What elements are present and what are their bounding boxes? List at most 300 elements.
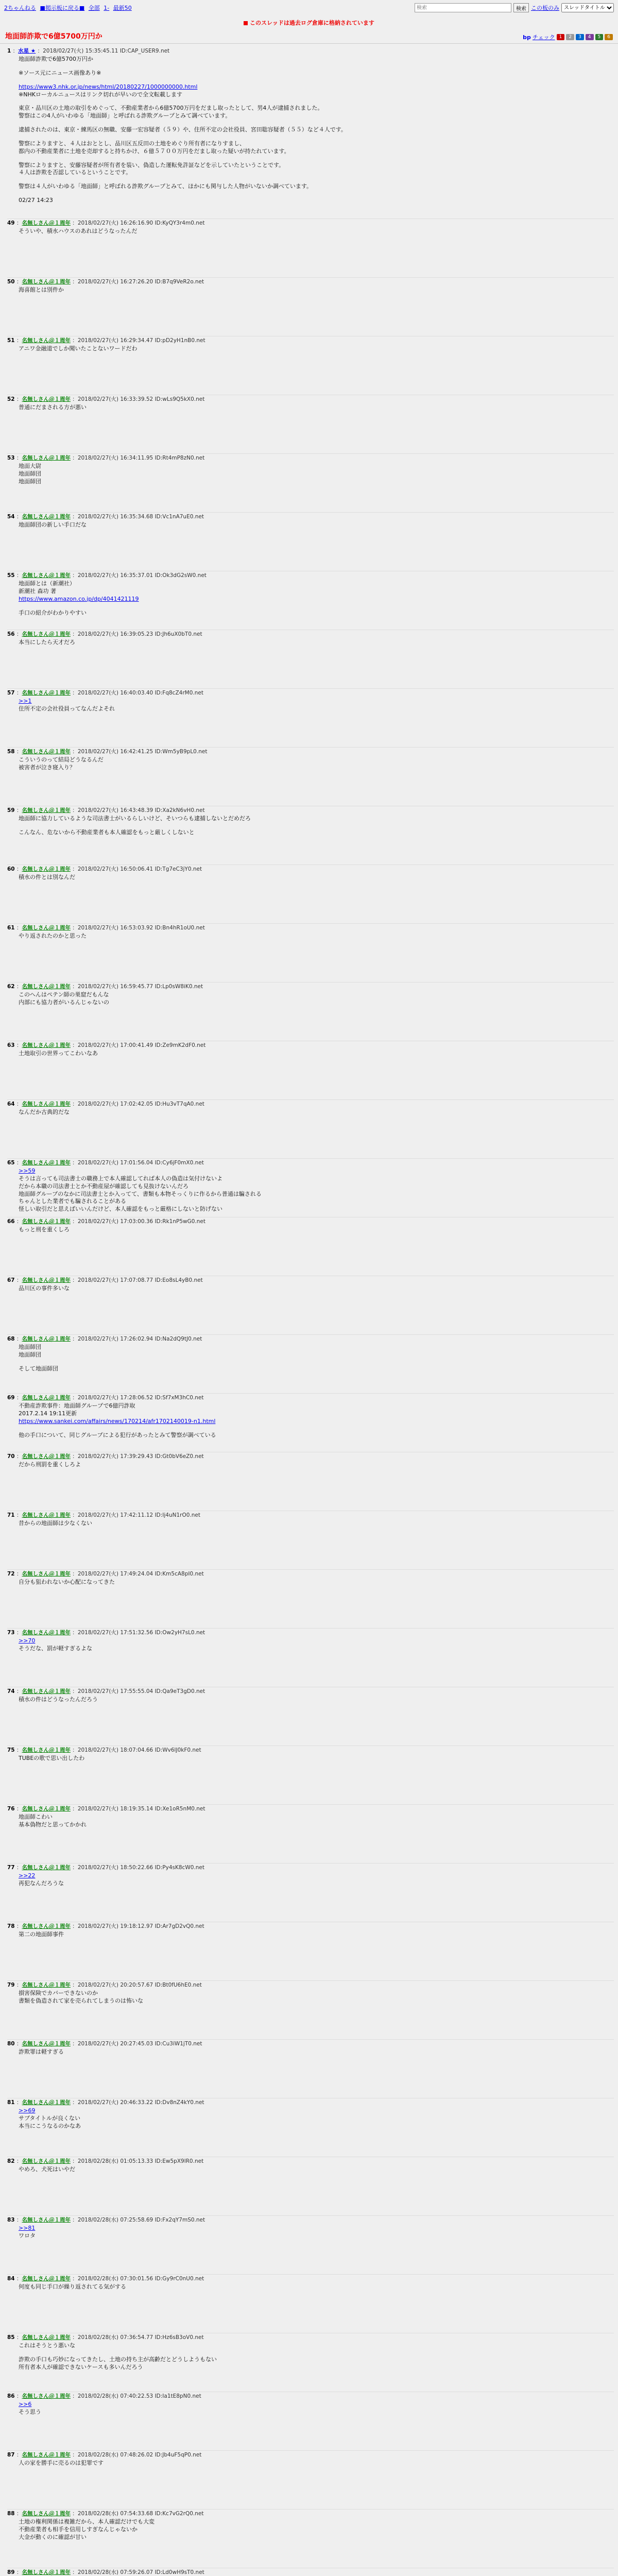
post-body: [19, 1109, 614, 1116]
post-date: 2018/02/27(火) 16:43:48.39: [77, 807, 153, 814]
post-id[interactable]: ID:Rt4mP8zN0.net: [154, 455, 205, 461]
post-link[interactable]: https://www.sankei.com/affairs/news/170214/afr1702140019-n1.html: [19, 1417, 216, 1425]
post-id[interactable]: ID:Gt0bV6eZ0.net: [154, 1453, 204, 1460]
post-id[interactable]: ID:Ze9mK2dF0.net: [154, 1042, 206, 1048]
line-gap: [19, 1426, 614, 1432]
post-text: そう思う: [19, 2408, 41, 2415]
post-number[interactable]: 51: [7, 337, 15, 344]
post-author[interactable]: 名無しさん＠１周年: [22, 984, 71, 990]
post-date: 2018/02/27(火) 19:18:12.97: [77, 1923, 153, 1929]
post-text: 自分も狙われないか心配になってきた: [19, 1579, 115, 1585]
post-author[interactable]: 名無しさん＠１周年: [22, 220, 71, 226]
post-header: 74 ：名無しさん＠１周年 ：2018/02/27(火) 17:55:55.04 ID:Qa9eT3gD0.net: [7, 1688, 205, 1694]
post-id[interactable]: ID:Ia1tE8pN0.net: [154, 2393, 201, 2399]
post-id[interactable]: ID:Vc1nA7uE0.net: [154, 514, 204, 520]
post-number[interactable]: 60: [7, 866, 15, 872]
post-body: [19, 404, 614, 412]
post-number[interactable]: 63: [7, 1042, 15, 1048]
post-number[interactable]: 74: [7, 1688, 15, 1694]
post-body: [19, 56, 614, 205]
post-body: [19, 874, 614, 882]
post-header: 55 ：名無しさん＠１周年 ：2018/02/27(火) 16:35:37.01 ID:Ok3dG2sW0.net: [7, 572, 207, 579]
reply-anchor[interactable]: >>6: [19, 2401, 32, 2408]
post-header: 52 ：名無しさん＠１周年 ：2018/02/27(火) 16:33:39.52 ID:wLs9Q5kX0.net: [7, 396, 205, 402]
post-header: 53 ：名無しさん＠１周年 ：2018/02/27(火) 16:34:11.95 ID:Rt4mP8zN0.net: [7, 455, 205, 461]
post-id[interactable]: ID:Hu3vT7qA0.net: [154, 1101, 204, 1107]
reply-anchor[interactable]: >>69: [19, 2107, 36, 2114]
post-author[interactable]: 名無しさん＠１周年: [22, 2452, 71, 2458]
post-number[interactable]: 79: [7, 1982, 15, 1988]
post: [7, 571, 614, 630]
post: [7, 395, 614, 454]
post-body: [19, 2048, 614, 2056]
post-text: 詐欺罪は軽すぎる: [19, 2048, 64, 2055]
notice-text: このスレッドは過去ログ倉庫に格納されています: [250, 20, 374, 26]
post: [7, 2333, 614, 2392]
post-date: 2018/02/28(水) 07:25:58.69: [77, 2217, 153, 2223]
board-only-link[interactable]: この板のみ: [531, 5, 559, 11]
post-id[interactable]: ID:Tg7eC3jY0.net: [154, 866, 202, 872]
post-header: 77 ：名無しさん＠１周年 ：2018/02/27(火) 18:50:22.66 ID:Py4sK8cW0.net: [7, 1865, 204, 1871]
post-text: 住所不定の会社役員ってなんだよそれ: [19, 705, 115, 712]
post: [7, 1335, 614, 1394]
post-body: [19, 1755, 614, 1762]
post-id[interactable]: ID:Sf7xM3hC0.net: [154, 1395, 204, 1401]
post-id[interactable]: ID:Ij4uN1rO0.net: [154, 1512, 200, 1518]
post-header: 69 ：名無しさん＠１周年 ：2018/02/27(火) 17:28:06.52 ID:Sf7xM3hC0.net: [7, 1395, 204, 1401]
line-gap: [19, 134, 614, 140]
reply-anchor[interactable]: >>59: [19, 1167, 36, 1174]
post-text: やり返されたのかと思った: [19, 933, 87, 939]
post-author[interactable]: 名無しさん＠１周年: [22, 396, 71, 402]
post-id[interactable]: ID:Jb4uF5qP0.net: [154, 2452, 202, 2458]
post-body: [19, 815, 614, 837]
nav-home-link[interactable]: 2ちゃんねる: [4, 5, 36, 11]
post-text: 何度も同じ手口が繰り返されてる気がする: [19, 2283, 126, 2290]
post-id[interactable]: ID:Ar7gD2vQ0.net: [154, 1923, 204, 1929]
post-author[interactable]: 名無しさん＠１周年: [22, 807, 71, 814]
post-id[interactable]: ID:Xe1oR5nM0.net: [154, 1806, 205, 1812]
post-header: 64 ：名無しさん＠１周年 ：2018/02/27(火) 17:02:42.05 ID:Hu3vT7qA0.net: [7, 1101, 204, 1107]
post-text: 積水の件とは別なんだ: [19, 874, 75, 880]
post-header: 57 ：名無しさん＠１周年 ：2018/02/27(火) 16:40:03.40 ID:Fq8cZ4rM0.net: [7, 690, 203, 696]
filter-pill-6[interactable]: 6: [605, 34, 613, 40]
post-header: 85 ：名無しさん＠１周年 ：2018/02/28(水) 07:36:54.77 ID:Hz6sB3oV0.net: [7, 2334, 204, 2341]
post-author[interactable]: 名無しさん＠１周年: [22, 1395, 71, 1401]
post-number[interactable]: 66: [7, 1218, 15, 1225]
post-author[interactable]: 名無しさん＠１周年: [22, 1923, 71, 1929]
post-text: 不動産業者も相手を信用しすぎなんじゃないか: [19, 2526, 138, 2533]
post-header: 87 ：名無しさん＠１周年 ：2018/02/28(水) 07:48:26.02 ID:Jb4uF5qP0.net: [7, 2452, 202, 2458]
line-gap: [19, 156, 614, 162]
post: [7, 748, 614, 806]
filter-pill-3[interactable]: 3: [576, 34, 584, 40]
post-id[interactable]: ID:B7q9VeR2o.net: [154, 279, 204, 285]
post-header: 79 ：名無しさん＠１周年 ：2018/02/27(火) 20:20:57.67 ID:Bt0fU6hE0.net: [7, 1982, 202, 1988]
filter-pill-5[interactable]: 5: [595, 34, 604, 40]
post-number[interactable]: 59: [7, 807, 15, 814]
post-text: アニワ金融道でしか聞いたことないワードだわ: [19, 345, 138, 352]
post-date: 2018/02/27(火) 16:50:06.41: [77, 866, 153, 872]
post-text: 怪しい取引だと思えばいいんだけど、本人確認をもっと厳格にしないと防げない: [19, 1206, 222, 1213]
post-author[interactable]: 名無しさん＠１周年: [22, 1747, 71, 1753]
post-author[interactable]: 名無しさん＠１周年: [22, 2041, 71, 2047]
post-id[interactable]: ID:Jh6uX0bT0.net: [154, 631, 202, 637]
post-author[interactable]: 名無しさん＠１周年: [22, 2276, 71, 2282]
post-text: 地面師に協力しているような司法書士がいるらしいけど、そいつらも逮捕しないとだめだろ: [19, 815, 251, 822]
post: [7, 47, 614, 219]
post-date: 2018/02/28(水) 07:59:26.07: [77, 2569, 153, 2575]
post-text: このへんはぺテン師の巣窟だもんな: [19, 991, 109, 998]
post-number[interactable]: 80: [7, 2041, 15, 2047]
post-author[interactable]: 名無しさん＠１周年: [22, 337, 71, 344]
post-body: [19, 1696, 614, 1704]
post-number[interactable]: 67: [7, 1277, 15, 1283]
post-date: 2018/02/28(水) 07:48:26.02: [77, 2452, 153, 2458]
post-id[interactable]: ID:Ok3dG2sW0.net: [154, 572, 207, 579]
post-author[interactable]: 名無しさん＠１周年: [22, 1160, 71, 1166]
search-button[interactable]: 検索: [513, 3, 529, 12]
post-id[interactable]: ID:Py4sK8cW0.net: [154, 1865, 204, 1871]
post-id[interactable]: ID:Kc7vG2rQ0.net: [154, 2511, 204, 2517]
bp-label: bp: [523, 33, 531, 41]
post-author[interactable]: 名無しさん＠１周年: [22, 1453, 71, 1460]
post-number[interactable]: 56: [7, 631, 15, 637]
post-number[interactable]: 54: [7, 514, 15, 520]
post: [7, 1629, 614, 1687]
post-date: 2018/02/27(火) 17:55:55.04: [77, 1688, 153, 1694]
post-number[interactable]: 73: [7, 1630, 15, 1636]
post-number[interactable]: 83: [7, 2217, 15, 2223]
post-header: 68 ：名無しさん＠１周年 ：2018/02/27(火) 17:26:02.94 ID:Na2dQ9tJ0.net: [7, 1336, 202, 1342]
post-text: だから刑罰を重くしろよ: [19, 1461, 81, 1468]
post-date: 2018/02/27(火) 17:39:29.43: [77, 1453, 153, 1460]
filter-pill-1[interactable]: 1: [557, 34, 565, 40]
post-number[interactable]: 52: [7, 396, 15, 402]
post: [7, 1100, 614, 1159]
post-number[interactable]: 58: [7, 749, 15, 755]
post-header: 1 ：水星 ★ ：2018/02/27(火) 15:35:45.11 ID:CAP_USER9.net: [7, 48, 170, 54]
post-number[interactable]: 53: [7, 455, 15, 461]
post-id[interactable]: ID:Dv8nZ4kY0.net: [154, 2099, 204, 2106]
post-id[interactable]: ID:wLs9Q5kX0.net: [154, 396, 205, 402]
post-link[interactable]: https://www3.nhk.or.jp/news/html/20180227/1000000000.html: [19, 83, 198, 90]
nav-first-link[interactable]: 1-: [104, 5, 110, 11]
post-number[interactable]: 81: [7, 2099, 15, 2106]
post-text: 手口の紹介がわかりやすい: [19, 609, 87, 616]
post-body: [19, 1814, 614, 1829]
post-id[interactable]: ID:Bt0fU6hE0.net: [154, 1982, 202, 1988]
post-id[interactable]: ID:Na2dQ9tJ0.net: [154, 1336, 202, 1342]
post-author[interactable]: 名無しさん＠１周年: [22, 455, 71, 461]
post-number[interactable]: 77: [7, 1865, 15, 1871]
post-text: 東京・品川区の土地の取引をめぐって、不動産業者から6億5700万円をだまし取ったとして、男4人が逮捕されました。: [19, 105, 323, 112]
post-date: 2018/02/27(火) 17:42:11.12: [77, 1512, 153, 1518]
post: [7, 1452, 614, 1511]
post-author[interactable]: 名無しさん＠１周年: [22, 1336, 71, 1342]
post-text: そうだな、罰が軽すぎるよな: [19, 1645, 92, 1652]
post: [7, 1981, 614, 2040]
post-author[interactable]: 名無しさん＠１周年: [22, 2511, 71, 2517]
post-date: 2018/02/27(火) 16:29:34.47: [77, 337, 153, 344]
post-link[interactable]: https://www.amazon.co.jp/dp/4041421119: [19, 595, 139, 602]
scope-select[interactable]: [561, 3, 614, 12]
post-text: 第二の地面師事件: [19, 1931, 64, 1938]
post-id[interactable]: ID:pD2yH1nB0.net: [154, 337, 205, 344]
post-text: ４人は詐欺を否認しているということです。: [19, 169, 132, 176]
reply-anchor[interactable]: >>22: [19, 1872, 36, 1879]
post-number[interactable]: 55: [7, 572, 15, 579]
post-header: 50 ：名無しさん＠１周年 ：2018/02/27(火) 16:27:26.20 ID:B7q9VeR2o.net: [7, 279, 204, 285]
post-id[interactable]: ID:Eo8sL4yB0.net: [154, 1277, 203, 1283]
line-gap: [19, 98, 614, 105]
post-text: 大金が動くのに確認が甘い: [19, 2533, 87, 2540]
post-header: 86 ：名無しさん＠１周年 ：2018/02/28(水) 07:40:22.53 ID:Ia1tE8pN0.net: [7, 2393, 201, 2399]
post: [7, 336, 614, 395]
post-number[interactable]: 76: [7, 1806, 15, 1812]
post: [7, 630, 614, 689]
post-text: 地面師団: [19, 478, 41, 485]
post-number[interactable]: 85: [7, 2334, 15, 2341]
post-number[interactable]: 88: [7, 2511, 15, 2517]
post-text: もっと刑を重くしろ: [19, 1226, 70, 1233]
post-number[interactable]: 87: [7, 2452, 15, 2458]
post-author[interactable]: 名無しさん＠１周年: [22, 631, 71, 637]
post-id[interactable]: ID:Qa9eT3gD0.net: [154, 1688, 205, 1694]
post-header: 75 ：名無しさん＠１周年 ：2018/02/27(火) 18:07:04.66 ID:Wv6lJ0kF0.net: [7, 1747, 201, 1753]
post-id[interactable]: ID:Cy6jF0mX0.net: [154, 1160, 204, 1166]
thread-tools: [523, 33, 613, 41]
search-input[interactable]: [415, 3, 511, 12]
post-id[interactable]: ID:Fx2qY7mS0.net: [154, 2217, 205, 2223]
post-number[interactable]: 69: [7, 1395, 15, 1401]
post-text: 内部にも協力者がいるんじゃないの: [19, 998, 109, 1006]
post-id[interactable]: ID:Hz6sB3oV0.net: [154, 2334, 204, 2341]
post-body: [19, 1402, 614, 1439]
post-number[interactable]: 49: [7, 220, 15, 226]
post-body: [19, 1990, 614, 2005]
post-header: 73 ：名無しさん＠１周年 ：2018/02/27(火) 17:51:32.56 ID:Ow2yH7sL0.net: [7, 1630, 205, 1636]
post-header: 51 ：名無しさん＠１周年 ：2018/02/27(火) 16:29:34.47 ID:pD2yH1nB0.net: [7, 337, 205, 344]
post-text: だから本職の司法書士とか不動産屋が確認しても見抜けないんだろ: [19, 1182, 188, 1190]
post-number[interactable]: 50: [7, 279, 15, 285]
post-text: ※NHKローカルニュースはリンク切れが早いので全文転載します: [19, 91, 182, 98]
post-author[interactable]: 名無しさん＠１周年: [22, 1982, 71, 1988]
post-author[interactable]: 名無しさん＠１周年: [22, 1101, 71, 1107]
post-number[interactable]: 89: [7, 2569, 15, 2575]
post-id[interactable]: ID:Wm5yB9pL0.net: [154, 749, 208, 755]
post-text: 詐欺の手口も巧妙になってきたし、土地の持ち主が高齢だとどうしようもない: [19, 2355, 217, 2363]
post-header: 82 ：名無しさん＠１周年 ：2018/02/28(水) 01:05:13.33 ID:Ew5pX9lR0.net: [7, 2158, 204, 2164]
nav-all-link[interactable]: 全部: [88, 5, 100, 11]
post: [7, 2216, 614, 2275]
post-author[interactable]: 名無しさん＠１周年: [22, 572, 71, 579]
post-text: ちゃんとした業者でも騙されることがある: [19, 1198, 126, 1205]
post: [7, 806, 614, 865]
post-text: 都内の不動産業者に土地を売却すると持ちかけ、６億５７００万円をだまし取った疑いが持たれています。: [19, 147, 290, 155]
check-link[interactable]: チェック: [532, 34, 555, 41]
post-header: 88 ：名無しさん＠１周年 ：2018/02/28(水) 07:54:33.68 ID:Kc7vG2rQ0.net: [7, 2511, 204, 2517]
post-date: 2018/02/27(火) 17:28:06.52: [77, 1395, 153, 1401]
thread-header: [0, 31, 618, 41]
post-id[interactable]: ID:Lp0sW8iK0.net: [154, 984, 203, 990]
post-date: 2018/02/27(火) 20:20:57.67: [77, 1982, 153, 1988]
post-text: 地面師とは（新潮社）: [19, 580, 75, 587]
post-author[interactable]: 名無しさん＠１周年: [22, 1806, 71, 1812]
post-date: 2018/02/27(火) 17:03:00.36: [77, 1218, 153, 1225]
post: [7, 1922, 614, 1981]
post-id[interactable]: ID:Ew5pX9lR0.net: [154, 2158, 204, 2164]
post-number[interactable]: 64: [7, 1101, 15, 1107]
post-text: 警察はこの4人がいわゆる「地面師」と呼ばれる詐欺グループとみて調べています。: [19, 112, 231, 120]
line-gap: [19, 191, 614, 197]
nav-latest-link[interactable]: 最新50: [113, 5, 132, 11]
reply-anchor[interactable]: >>81: [19, 2225, 36, 2231]
post-text: 品川区の事件多いな: [19, 1285, 70, 1292]
post: [7, 219, 614, 278]
post-author[interactable]: 名無しさん＠１周年: [22, 2217, 71, 2223]
post: [7, 454, 614, 513]
post-date: 2018/02/27(火) 16:34:11.95: [77, 455, 153, 461]
post-number[interactable]: 1: [7, 48, 11, 54]
post-id[interactable]: ID:Cu3iW1jT0.net: [154, 2041, 202, 2047]
post-author[interactable]: 名無しさん＠１周年: [22, 1688, 71, 1694]
post-body: [19, 286, 614, 294]
filter-pill-2[interactable]: 2: [566, 34, 574, 40]
post-author[interactable]: 名無しさん＠１周年: [22, 749, 71, 755]
post: [7, 2275, 614, 2333]
header-divider: [0, 43, 618, 44]
nav-board-link[interactable]: ■掲示板に戻る■: [40, 5, 85, 11]
post-author[interactable]: 名無しさん＠１周年: [22, 1218, 71, 1225]
post-number[interactable]: 68: [7, 1336, 15, 1342]
post-date: 2018/02/27(火) 16:39:05.23: [77, 631, 153, 637]
post-id[interactable]: ID:Rk1nP5wG0.net: [154, 1218, 205, 1225]
post-text: 被害者が泣き寝入り？: [19, 764, 75, 771]
post-number[interactable]: 61: [7, 925, 15, 931]
post-number[interactable]: 65: [7, 1160, 15, 1166]
post-body: [19, 1344, 614, 1373]
post-author[interactable]: 名無しさん＠１周年: [22, 1571, 71, 1577]
filter-pill-4[interactable]: 4: [586, 34, 594, 40]
post-date: 2018/02/27(火) 20:27:45.03: [77, 2041, 153, 2047]
post-text: 地面師詐欺で6億5700万円か: [19, 56, 93, 62]
post: [7, 1570, 614, 1629]
post-header: 76 ：名無しさん＠１周年 ：2018/02/27(火) 18:19:35.14 ID:Xe1oR5nM0.net: [7, 1806, 205, 1812]
post-text: 土地の権利関係は複雑だから、本人確認だけでも大変: [19, 2518, 154, 2525]
post-body: [19, 2460, 614, 2467]
post-number[interactable]: 84: [7, 2276, 15, 2282]
post-text: 新潮社 森功 著: [19, 587, 56, 595]
post: [7, 2510, 614, 2568]
post-body: [19, 1520, 614, 1528]
post-body: [19, 2342, 614, 2371]
post-header: 67 ：名無しさん＠１周年 ：2018/02/27(火) 17:07:08.77 ID:Eo8sL4yB0.net: [7, 1277, 203, 1283]
post-author[interactable]: 名無しさん＠１周年: [22, 925, 71, 931]
post-author[interactable]: 名無しさん＠１周年: [22, 2334, 71, 2341]
post-text: サブタイトルが良くない: [19, 2114, 81, 2122]
post-body: [19, 991, 614, 1007]
post-number[interactable]: 70: [7, 1453, 15, 1460]
post-id[interactable]: ID:KyQY3r4m0.net: [154, 220, 205, 226]
post-header: 66 ：名無しさん＠１周年 ：2018/02/27(火) 17:03:00.36 ID:Rk1nP5wG0.net: [7, 1218, 205, 1225]
top-bar: [0, 0, 618, 15]
post-id[interactable]: ID:Gy9rC0nU0.net: [154, 2276, 204, 2282]
post-author[interactable]: 名無しさん＠１周年: [22, 279, 71, 285]
post-date: 2018/02/27(火) 16:33:39.52: [77, 396, 153, 402]
post-body: [19, 1579, 614, 1586]
post-body: [19, 2283, 614, 2291]
post-date: 2018/02/28(水) 07:40:22.53: [77, 2393, 153, 2399]
post-author[interactable]: 名無しさん＠１周年: [22, 1512, 71, 1518]
post-body: [19, 228, 614, 235]
post-number[interactable]: 62: [7, 984, 15, 990]
post-number[interactable]: 82: [7, 2158, 15, 2164]
post-id[interactable]: ID:Ld0wH9sT0.net: [154, 2569, 204, 2575]
post-text: TUBEの歌で思い出したわ: [19, 1755, 85, 1761]
post-number[interactable]: 57: [7, 690, 15, 696]
post-id[interactable]: ID:Xa2kN6vH0.net: [154, 807, 205, 814]
post-text: こういうのって結局どうなるんだ: [19, 756, 104, 763]
post-author[interactable]: 名無しさん＠１周年: [22, 866, 71, 872]
reply-anchor[interactable]: >>70: [19, 1637, 36, 1644]
post-header: 60 ：名無しさん＠１周年 ：2018/02/27(火) 16:50:06.41 ID:Tg7eC3jY0.net: [7, 866, 202, 872]
post-id[interactable]: ID:Ow2yH7sL0.net: [154, 1630, 205, 1636]
post: [7, 865, 614, 924]
post-date: 2018/02/28(水) 07:36:54.77: [77, 2334, 153, 2341]
notice-square-icon: [244, 21, 248, 25]
post-author[interactable]: 名無しさん＠１周年: [22, 2393, 71, 2399]
thread-title: 地面師詐欺で6億5700万円か: [5, 32, 102, 41]
post-number[interactable]: 72: [7, 1571, 15, 1577]
post-id[interactable]: ID:Wv6lJ0kF0.net: [154, 1747, 201, 1753]
post-author[interactable]: 名無しさん＠１周年: [22, 2569, 71, 2575]
post-body: [19, 1637, 614, 1653]
archive-notice: [0, 19, 618, 27]
post-author[interactable]: 名無しさん＠１周年: [22, 2158, 71, 2164]
post-author[interactable]: 名無しさん＠１周年: [22, 1042, 71, 1048]
post-date: 2018/02/27(火) 18:19:35.14: [77, 1806, 153, 1812]
post-number[interactable]: 75: [7, 1747, 15, 1753]
post-text: 海喜館とは別件か: [19, 286, 64, 293]
post-body: [19, 933, 614, 940]
post-id[interactable]: ID:Km5cA8pI0.net: [154, 1571, 204, 1577]
post-text: 土地取引の世界ってこわいなあ: [19, 1050, 98, 1057]
post-date: 2018/02/27(火) 17:01:56.04: [77, 1160, 153, 1166]
post-number[interactable]: 86: [7, 2393, 15, 2399]
post-number[interactable]: 71: [7, 1512, 15, 1518]
post-id[interactable]: ID:Fq8cZ4rM0.net: [154, 690, 203, 696]
post-id[interactable]: ID:CAP_USER9.net: [119, 48, 170, 54]
post-body: [19, 580, 614, 617]
post: [7, 278, 614, 336]
post-author[interactable]: 名無しさん＠１周年: [22, 1277, 71, 1283]
post-author[interactable]: 名無しさん＠１周年: [22, 514, 71, 520]
post-author[interactable]: 名無しさん＠１周年: [22, 1865, 71, 1871]
post: [7, 1687, 614, 1746]
line-gap: [19, 2350, 614, 2356]
post: [7, 2451, 614, 2510]
reply-anchor[interactable]: >>1: [19, 698, 32, 704]
post-number[interactable]: 78: [7, 1923, 15, 1929]
post-id[interactable]: ID:Bn4hR1oU0.net: [154, 925, 205, 931]
post-author[interactable]: 名無しさん＠１周年: [22, 690, 71, 696]
post-date: 2018/02/28(水) 01:05:13.33: [77, 2158, 153, 2164]
post-author[interactable]: 名無しさん＠１周年: [22, 1630, 71, 1636]
post-author[interactable]: 水星 ★: [18, 48, 36, 54]
post-text: これはそうとう悪いな: [19, 2342, 75, 2349]
post-author[interactable]: 名無しさん＠１周年: [22, 2099, 71, 2106]
